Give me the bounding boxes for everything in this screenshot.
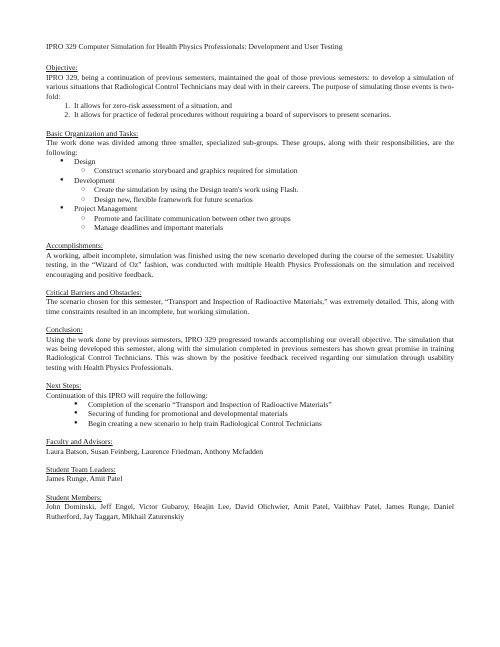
next-steps-heading: Next Steps: (46, 381, 82, 391)
objective-heading: Objective: (46, 63, 78, 73)
next-step-item: ● Securing of funding for promotional and developmental materials (88, 409, 454, 418)
members-names: John Dominski, Jeff Engel, Victor Gubaroy, Heajin Lee, David Olichwier, Amit Patel, Vaiibhav Patel, James Runge, Daniel Rutherford, Jay Taggart, Mikhail Zaturenskiy (46, 502, 454, 521)
group-item (74, 157, 454, 176)
group-name: Development (74, 175, 115, 185)
group-item (74, 176, 454, 204)
next-step-item: ● Completion of the scenario “Transport and Inspection of Radioactive Materials” (88, 400, 454, 409)
objective-item: 1. It allows for zero-risk assessment of a situation, and (72, 101, 454, 110)
team-leaders-section (46, 465, 454, 484)
task-item: ○ Promote and facilitate communication between other two groups (94, 214, 454, 223)
accomplishments-heading: Accomplishments: (46, 241, 103, 251)
organization-text: The work done was divided among three smaller, specialized sub-groups. These groups, along with their responsibilities, are the following: (46, 138, 454, 157)
group-name: Design (74, 157, 96, 167)
accomplishments-section (46, 241, 454, 279)
objective-item: 2. It allows for practice of federal procedures without requiring a board of supervisors to present scenarios. (72, 110, 454, 119)
group-name: Project Management (74, 204, 138, 214)
task-item: ○ Construct scenario storyboard and graphics required for simulation (94, 166, 454, 175)
task-item: ○ Create the simulation by using the Design team's work using Flash. (94, 185, 454, 194)
barriers-heading: Critical Barriers and Obstacles: (46, 287, 142, 297)
task-list (74, 214, 454, 233)
next-step-item: ● Begin creating a new scenario to help train Radiological Control Technicians (88, 419, 454, 428)
accomplishments-text: A working, albeit incomplete, simulation was finished using the new scenario developed during the course of the semester. Usability testing, in the “Wizard of Oz” fashion, was conducted with multiple Health Physics Professionals on the simulation and received encouraging and positive feedback. (46, 250, 454, 279)
next-steps-text: Continuation of this IPRO will require the following: (46, 390, 208, 400)
conclusion-section (46, 325, 454, 372)
task-list (74, 166, 454, 175)
task-item: ○ Design new, flexible framework for future scenarios (94, 195, 454, 204)
group-item (74, 204, 454, 232)
faculty-section (46, 437, 454, 456)
task-item: ○ Manage deadlines and important materials (94, 223, 454, 232)
members-heading: Student Members: (46, 492, 102, 502)
organization-section (46, 129, 454, 232)
next-steps-section (46, 381, 454, 428)
task-list (74, 185, 454, 204)
organization-heading: Basic Organization and Tasks: (46, 128, 139, 138)
conclusion-heading: Conclusion: (46, 325, 83, 335)
barriers-text: The scenario chosen for this semester, “Transport and Inspection of Radioactive Materials,” was extremely detailed. This, along with time constraints resulted in an incomplete, but working simulation. (46, 297, 454, 316)
objective-list (46, 101, 454, 120)
conclusion-text: Using the work done by previous semesters, IPRO 329 progressed towards accomplishing our overall objective. The simulation that was being developed this semester, along with the simulation completed in previous semesters has shown great promise in training Radiological Control Technicians. This was shown by the positive feedback received regarding our simulation through usability testing with Health Physics Professionals. (46, 334, 454, 372)
team-leaders-names: James Runge, Amit Patel (46, 474, 123, 484)
objective-text: IPRO 329, being a continuation of previous semesters, maintained the goal of those previous semesters: to develop a simulation of various situations that Radiological Control Technicians may deal with in their careers. The purpose of simulating those events is two-fold: (46, 72, 454, 101)
team-leaders-heading: Student Team Leaders: (46, 465, 116, 475)
faculty-heading: Faculty and Advisors: (46, 437, 113, 447)
members-section (46, 493, 454, 521)
next-steps-list (46, 400, 454, 428)
document-title: IPRO 329 Computer Simulation for Health Physics Professionals: Development and User Testing (46, 42, 343, 51)
faculty-names: Laura Batson, Susan Feinberg, Laurence Friedman, Anthony Mcfadden (46, 446, 264, 456)
objective-section (46, 63, 454, 119)
barriers-section (46, 288, 454, 316)
group-list (46, 157, 454, 232)
